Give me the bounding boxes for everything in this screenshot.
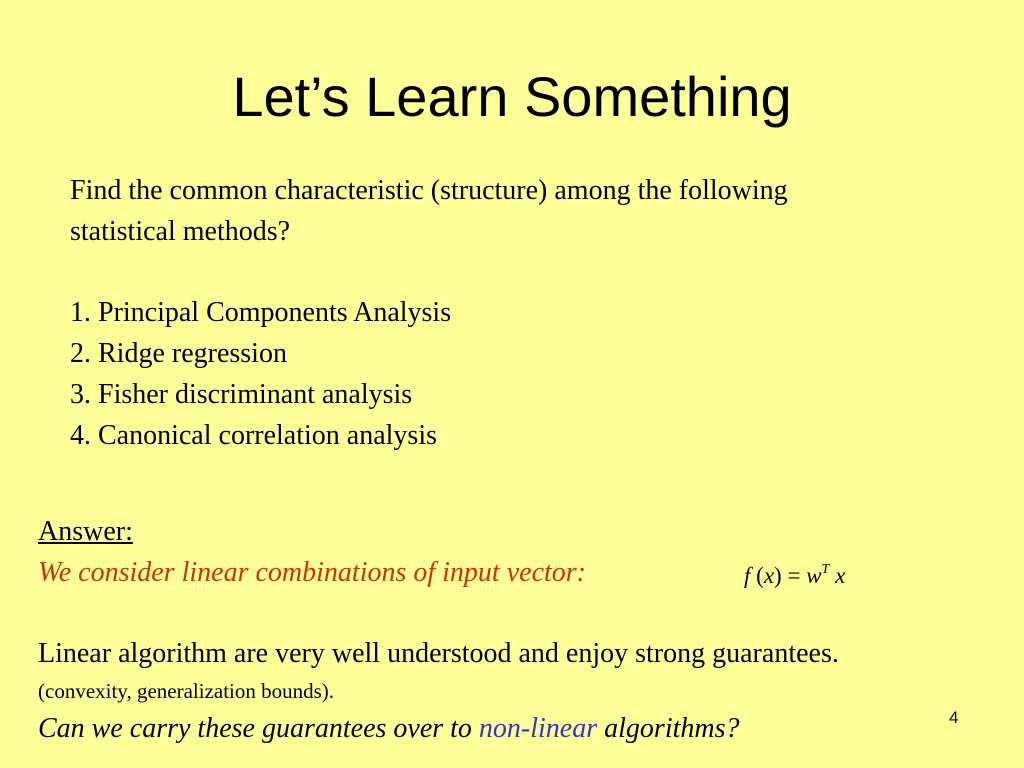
question-line-1: Find the common characteristic (structure) among the following (70, 175, 788, 206)
answer-heading: Answer: (38, 516, 133, 547)
formula-f: f (744, 563, 751, 588)
answer-text: We consider linear combinations of input vector: (38, 557, 586, 588)
guarantees-note: (convexity, generalization bounds). (38, 679, 335, 703)
page-number: 4 (949, 708, 959, 727)
formula-close: ) (774, 563, 782, 588)
formula-superscript: T (821, 562, 830, 577)
list-item: 1. Principal Components Analysis (70, 297, 452, 328)
formula-x2: x (829, 563, 846, 588)
formula-equals: = (781, 563, 807, 588)
closing-question (38, 709, 740, 749)
list-item: 2. Ridge regression (70, 338, 287, 369)
closing-before: Can we carry these guarantees over to (38, 713, 479, 744)
formula-w: w (806, 563, 822, 588)
formula (744, 555, 845, 591)
linear-statement: Linear algorithm are very well understood and enjoy strong guarantees. (38, 638, 839, 669)
methods-list (70, 292, 451, 456)
list-item: 3. Fisher discriminant analysis (70, 379, 413, 410)
question-text (70, 170, 788, 252)
list-item: 4. Canonical correlation analysis (70, 420, 437, 451)
closing-highlight: non-linear (478, 713, 598, 744)
closing-after: algorithms? (597, 713, 740, 744)
formula-x: x (763, 563, 775, 588)
slide-title: Let’s Learn Something (232, 65, 792, 128)
formula-open: ( (750, 563, 764, 588)
question-line-2: statistical methods? (70, 216, 291, 247)
